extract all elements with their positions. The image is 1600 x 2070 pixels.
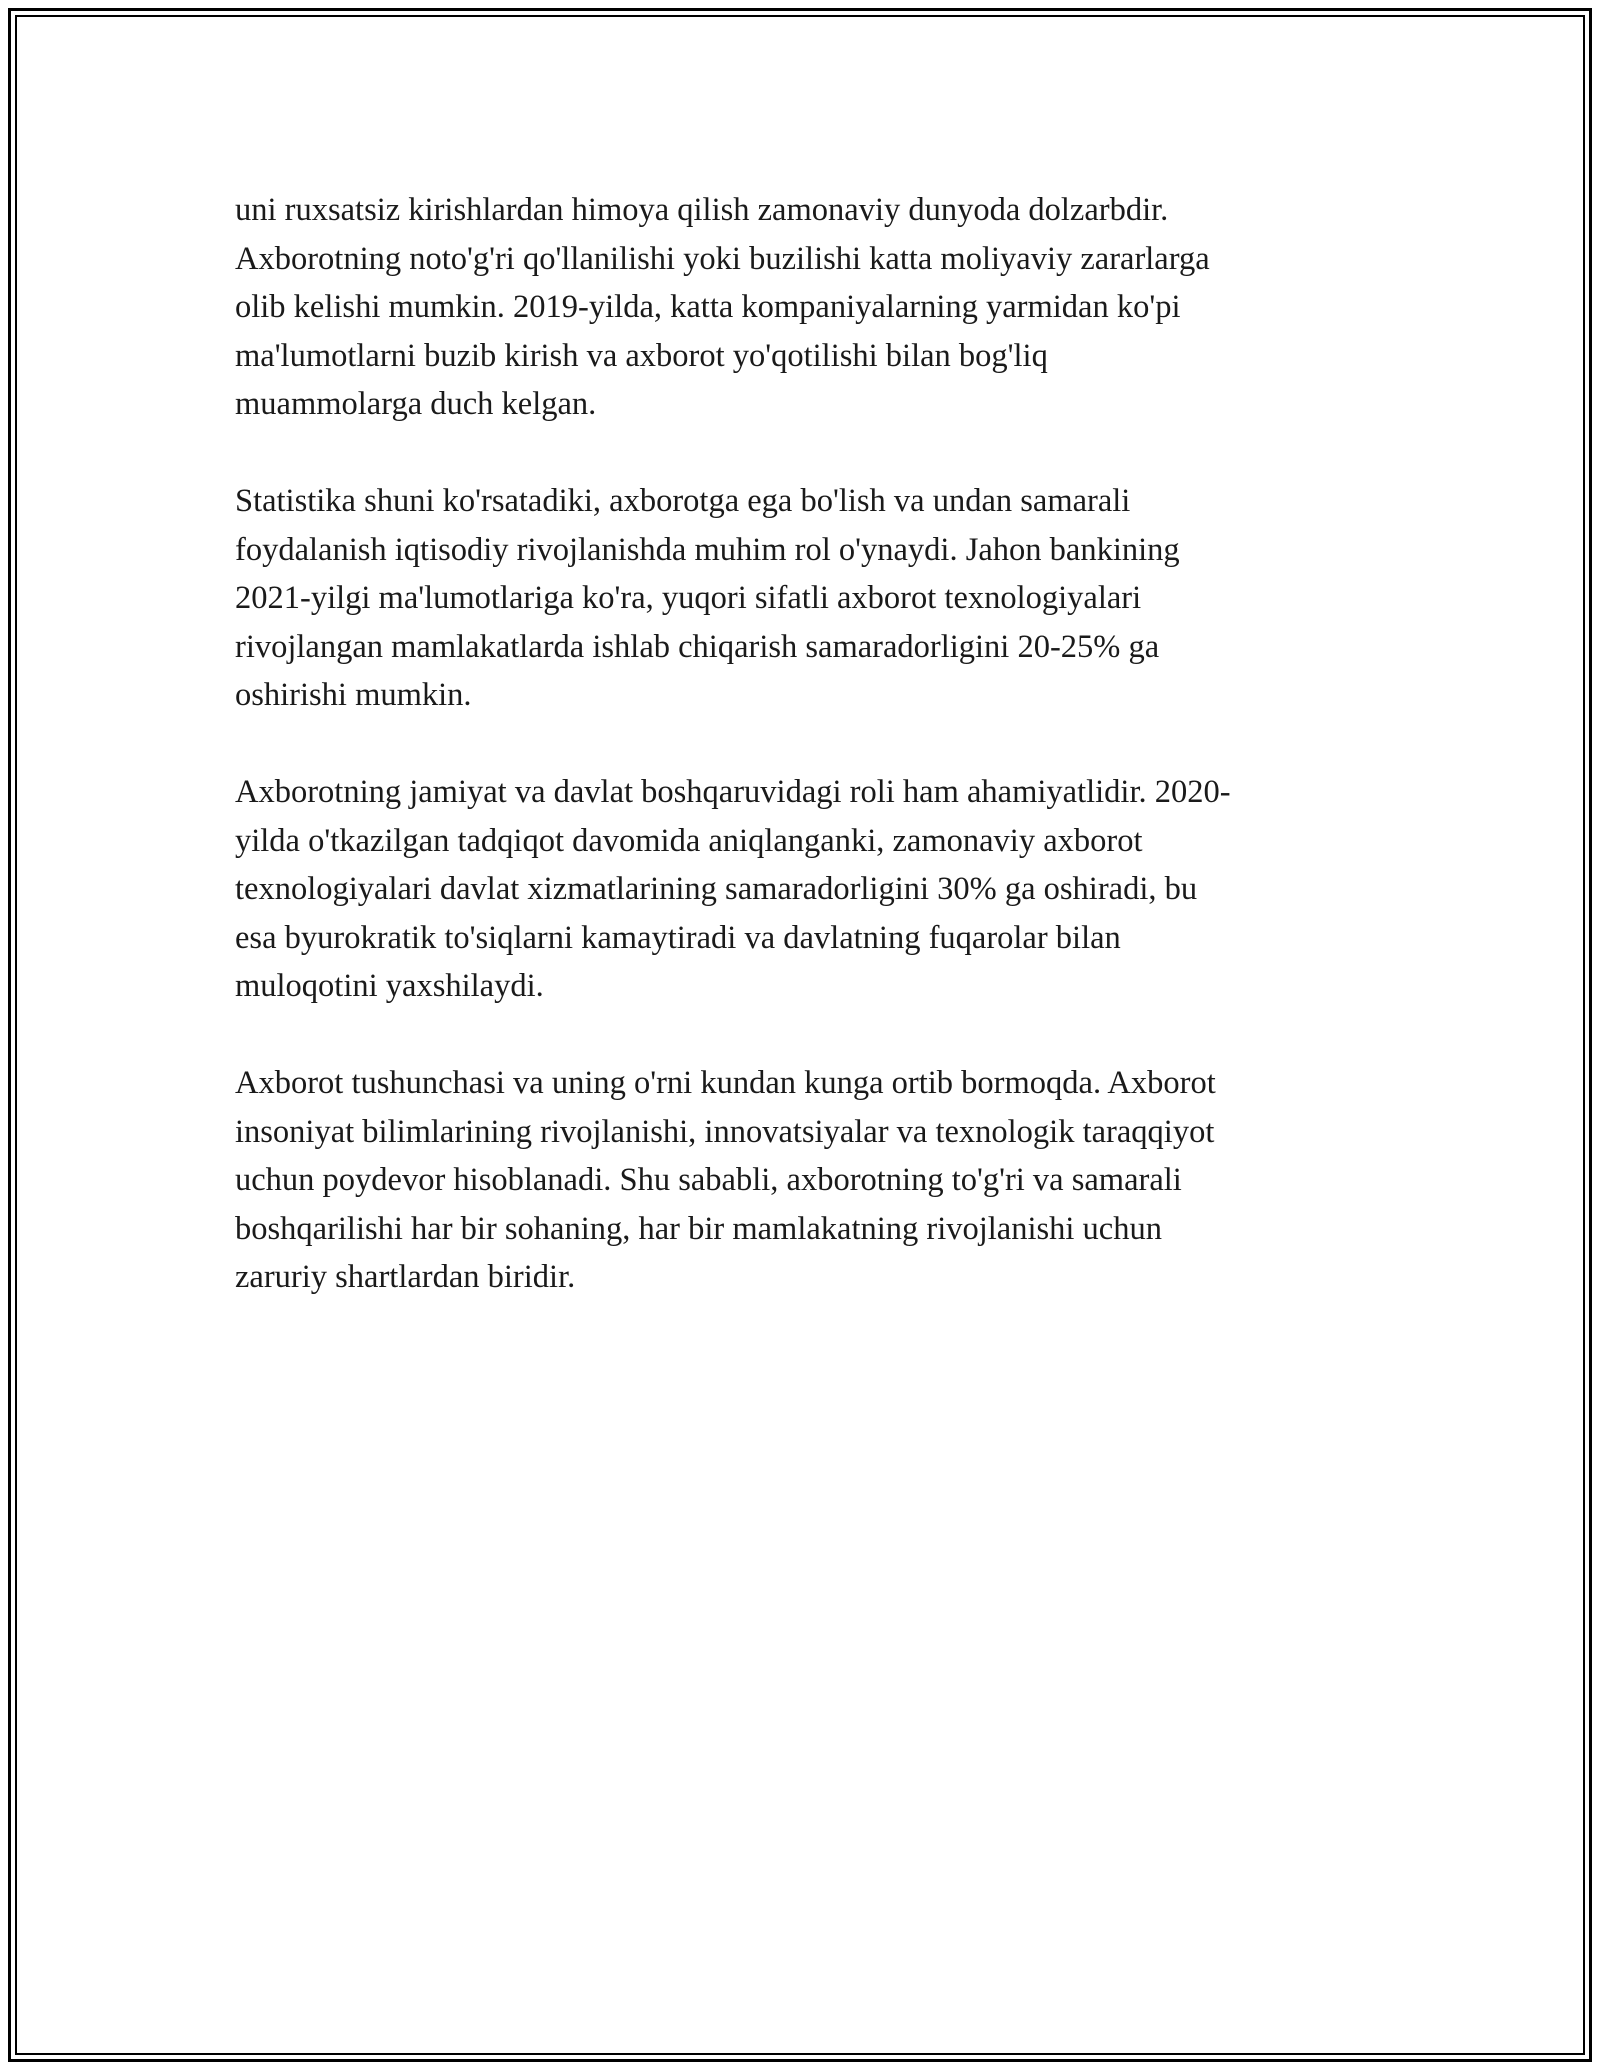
text-line: muammolarga duch kelgan. — [235, 386, 597, 422]
text-line: rivojlangan mamlakatlarda ishlab chiqarish samaradorligini 20-25% ga — [235, 628, 1160, 665]
text-line: uchun poydevor hisoblanadi. Shu sababli, axborotning to'g'ri va samarali — [235, 1162, 1182, 1198]
text-line: esa byurokratik to'siqlarni kamaytiradi va davlatning fuqarolar bilan — [235, 919, 1121, 956]
text-line: insoniyat bilimlarining rivojlanishi, innovatsiyalar va texnologik taraqqiyot — [235, 1113, 1215, 1150]
text-line: zaruriy shartlardan biridir. — [235, 1259, 576, 1295]
paragraph-government-role — [235, 768, 1395, 1011]
text-line: boshqarilishi har bir sohaning, har bir mamlakatning rivojlanishi uchun — [235, 1210, 1162, 1247]
text-line: ma'lumotlarni buzib kirish va axborot yo'qotilishi bilan bog'liq — [235, 337, 1048, 374]
text-line: oshirishi mumkin. — [235, 677, 472, 713]
text-line: Axborotning noto'g'ri qo'llanilishi yoki buzilishi katta moliyaviy zararlarga — [235, 240, 1210, 277]
text-line: texnologiyalari davlat xizmatlarining samaradorligini 30% ga oshiradi, bu — [235, 871, 1198, 907]
text-line: Axborot tushunchasi va uning o'rni kundan kunga ortib bormoqda. Axborot — [235, 1065, 1216, 1101]
paragraph-data-security — [235, 186, 1395, 429]
paragraph-conclusion — [235, 1059, 1395, 1302]
text-line: olib kelishi mumkin. 2019-yilda, katta kompaniyalarning yarmidan ko'pi — [235, 289, 1181, 325]
text-line: muloqotini yaxshilaydi. — [235, 968, 544, 1004]
text-line: uni ruxsatsiz kirishlardan himoya qilish zamonaviy dunyoda dolzarbdir. — [235, 192, 1169, 228]
text-line: foydalanish iqtisodiy rivojlanishda muhim rol o'ynaydi. Jahon bankining — [235, 531, 1180, 568]
text-line: Statistika shuni ko'rsatadiki, axborotga ega bo'lish va undan samarali — [235, 483, 1131, 519]
text-line: Axborotning jamiyat va davlat boshqaruvidagi roli ham ahamiyatlidir. 2020- — [235, 774, 1231, 810]
text-line: yilda o'tkazilgan tadqiqot davomida aniqlanganki, zamonaviy axborot — [235, 822, 1143, 859]
document-body — [235, 186, 1395, 1350]
paragraph-economic-statistics — [235, 477, 1395, 720]
text-line: 2021-yilgi ma'lumotlariga ko'ra, yuqori sifatli axborot texnologiyalari — [235, 580, 1142, 616]
